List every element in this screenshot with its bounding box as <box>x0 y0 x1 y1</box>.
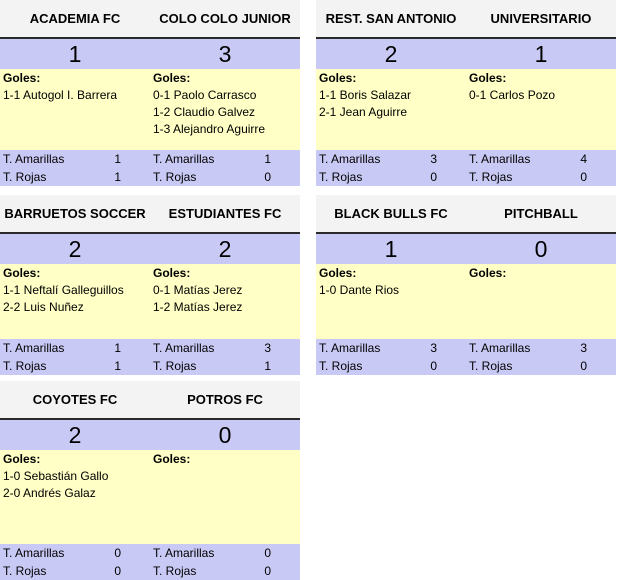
away-score: 0 <box>534 235 548 262</box>
home-yellow-count: 3 <box>430 152 437 166</box>
home-score: 1 <box>384 235 398 262</box>
home-team-name: BARRUETOS SOCCER <box>4 206 146 221</box>
match-card <box>0 195 300 375</box>
home-yellow-count: 3 <box>430 341 437 355</box>
yellow-cards-label: T. Amarillas <box>3 152 65 166</box>
goals-section <box>0 69 300 150</box>
away-yellow-count: 3 <box>580 341 587 355</box>
goals-label: Goles: <box>319 71 357 85</box>
home-score: 2 <box>68 421 82 448</box>
goals-section <box>0 264 300 339</box>
home-yellow-count: 1 <box>114 341 121 355</box>
red-cards-label: T. Rojas <box>319 170 363 184</box>
away-yellow-count: 1 <box>264 152 271 166</box>
home-goals <box>0 450 150 544</box>
score-row <box>316 37 616 69</box>
home-team-name: ACADEMIA FC <box>29 11 121 26</box>
away-score: 1 <box>534 40 548 67</box>
match-header <box>0 0 300 37</box>
home-team-name: BLACK BULLS FC <box>334 206 448 221</box>
home-team-name: REST. SAN ANTONIO <box>325 11 457 26</box>
home-goals <box>316 69 466 150</box>
red-cards-label: T. Rojas <box>3 170 47 184</box>
away-yellow-count: 0 <box>264 546 271 560</box>
goal-entry: 1-0 Dante Rios <box>319 283 400 297</box>
yellow-cards-label: T. Amarillas <box>153 152 215 166</box>
goals-label: Goles: <box>469 266 507 280</box>
goals-label: Goles: <box>153 71 191 85</box>
goals-label: Goles: <box>3 452 41 466</box>
away-goals <box>150 450 300 544</box>
home-red-count: 1 <box>114 170 121 184</box>
home-goals <box>316 264 466 339</box>
home-score: 2 <box>384 40 398 67</box>
goals-label: Goles: <box>3 266 41 280</box>
goals-section <box>316 69 616 150</box>
goals-label: Goles: <box>153 452 191 466</box>
cards-section <box>0 544 300 580</box>
goal-entry: 2-1 Jean Aguirre <box>319 105 408 119</box>
away-team-name: ESTUDIANTES FC <box>168 206 282 221</box>
cards-section <box>316 150 616 186</box>
red-cards-label: T. Rojas <box>3 359 47 373</box>
goal-entry: 0-1 Carlos Pozo <box>469 88 556 102</box>
red-cards-label: T. Rojas <box>153 170 197 184</box>
away-score: 2 <box>218 235 232 262</box>
red-cards-row <box>0 168 300 186</box>
red-cards-label: T. Rojas <box>153 359 197 373</box>
match-card <box>316 195 616 375</box>
home-yellow-count: 0 <box>114 546 121 560</box>
goal-entry: 1-1 Autogol I. Barrera <box>3 88 118 102</box>
red-cards-row <box>0 562 300 580</box>
score-row <box>0 418 300 450</box>
home-score: 1 <box>68 40 82 67</box>
goal-entry: 0-1 Matías Jerez <box>153 283 243 297</box>
away-goals <box>150 264 300 339</box>
red-cards-row <box>0 357 300 375</box>
yellow-cards-label: T. Amarillas <box>3 341 65 355</box>
goals-label: Goles: <box>319 266 357 280</box>
yellow-cards-label: T. Amarillas <box>469 152 531 166</box>
yellow-cards-label: T. Amarillas <box>3 546 65 560</box>
home-goals <box>0 69 150 150</box>
goals-label: Goles: <box>469 71 507 85</box>
match-header <box>0 381 300 418</box>
match-header <box>0 195 300 232</box>
red-cards-label: T. Rojas <box>3 564 47 578</box>
yellow-cards-label: T. Amarillas <box>153 546 215 560</box>
yellow-cards-row <box>0 339 300 357</box>
red-cards-label: T. Rojas <box>153 564 197 578</box>
yellow-cards-row <box>0 150 300 168</box>
home-red-count: 0 <box>114 564 121 578</box>
yellow-cards-label: T. Amarillas <box>469 341 531 355</box>
home-red-count: 0 <box>430 359 437 373</box>
away-team-name: PITCHBALL <box>504 206 578 221</box>
goal-entry: 1-0 Sebastián Gallo <box>3 469 109 483</box>
away-red-count: 0 <box>264 564 271 578</box>
red-cards-row <box>316 357 616 375</box>
goals-label: Goles: <box>153 266 191 280</box>
away-red-count: 0 <box>264 170 271 184</box>
goal-entry: 2-2 Luis Nuñez <box>3 300 84 314</box>
goal-entry: 1-1 Boris Salazar <box>319 88 412 102</box>
cards-section <box>0 339 300 375</box>
red-cards-label: T. Rojas <box>469 170 513 184</box>
away-goals <box>466 69 616 150</box>
yellow-cards-row <box>0 544 300 562</box>
goal-entry: 1-1 Neftalí Galleguillos <box>3 283 124 297</box>
yellow-cards-label: T. Amarillas <box>319 341 381 355</box>
goals-section <box>316 264 616 339</box>
match-card <box>0 0 300 186</box>
away-yellow-count: 4 <box>580 152 587 166</box>
away-goals <box>150 69 300 150</box>
yellow-cards-label: T. Amarillas <box>319 152 381 166</box>
yellow-cards-row <box>316 339 616 357</box>
match-header <box>316 195 616 232</box>
away-score: 0 <box>218 421 232 448</box>
away-team-name: UNIVERSITARIO <box>490 11 592 26</box>
away-team-name: POTROS FC <box>187 392 263 407</box>
red-cards-row <box>316 168 616 186</box>
red-cards-label: T. Rojas <box>469 359 513 373</box>
cards-section <box>0 150 300 186</box>
yellow-cards-row <box>316 150 616 168</box>
away-score: 3 <box>218 40 232 67</box>
away-red-count: 0 <box>580 359 587 373</box>
away-goals <box>466 264 616 339</box>
yellow-cards-label: T. Amarillas <box>153 341 215 355</box>
score-row <box>0 37 300 69</box>
score-row <box>0 232 300 264</box>
goal-entry: 1-3 Alejandro Aguirre <box>153 122 266 136</box>
goals-label: Goles: <box>3 71 41 85</box>
match-card <box>0 381 300 580</box>
home-team-name: COYOTES FC <box>32 392 118 407</box>
match-header <box>316 0 616 37</box>
away-red-count: 0 <box>580 170 587 184</box>
score-row <box>316 232 616 264</box>
goal-entry: 1-2 Matías Jerez <box>153 300 243 314</box>
home-yellow-count: 1 <box>114 152 121 166</box>
home-goals <box>0 264 150 339</box>
home-red-count: 1 <box>114 359 121 373</box>
goal-entry: 1-2 Claudio Galvez <box>153 105 256 119</box>
goal-entry: 2-0 Andrés Galaz <box>3 486 96 500</box>
match-card <box>316 0 616 186</box>
away-red-count: 1 <box>264 359 271 373</box>
home-score: 2 <box>68 235 82 262</box>
away-team-name: COLO COLO JUNIOR <box>159 11 291 26</box>
red-cards-label: T. Rojas <box>319 359 363 373</box>
home-red-count: 0 <box>430 170 437 184</box>
away-yellow-count: 3 <box>264 341 271 355</box>
cards-section <box>316 339 616 375</box>
goals-section <box>0 450 300 544</box>
goal-entry: 0-1 Paolo Carrasco <box>153 88 257 102</box>
